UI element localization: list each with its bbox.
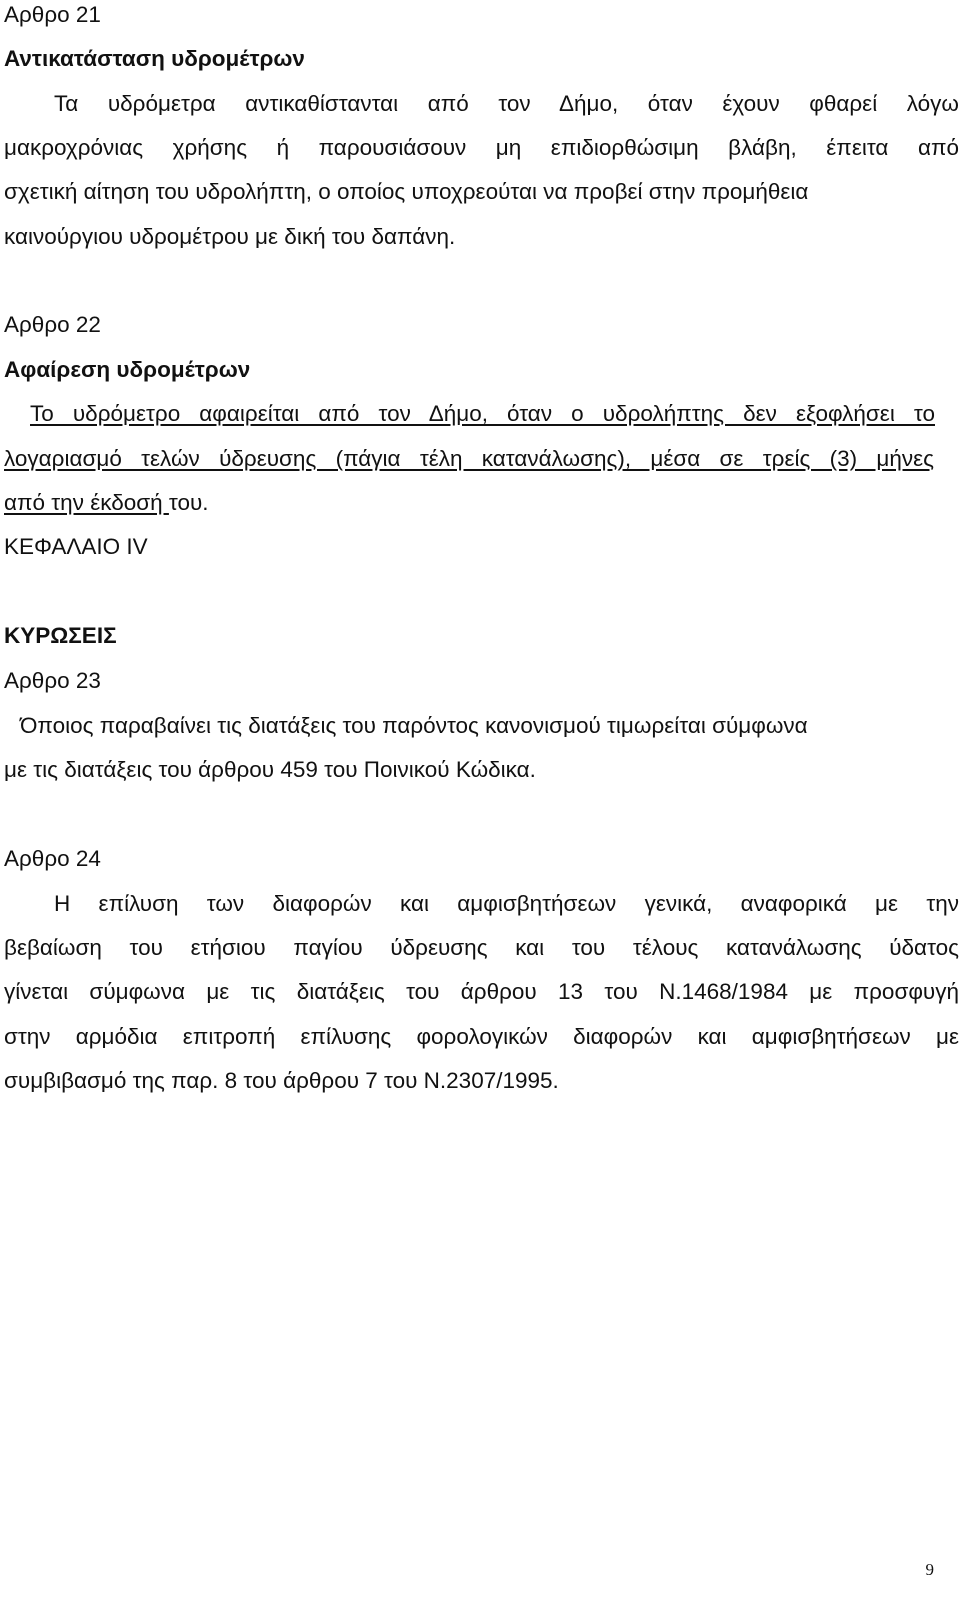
article-22-line-2: λογαριασμό τελών ύδρευσης (πάγια τέλη κατανάλωσης), μέσα σε τρείς (3) μήνες	[4, 446, 934, 471]
article-21-line-4: καινούργιου υδρομέτρου με δική του δαπάνη.	[4, 224, 456, 249]
chapter-title: ΚΥΡΩΣΕΙΣ	[4, 623, 117, 648]
article-21-line-2: μακροχρόνιας χρήσης ή παρουσιάσουν μη επιδιορθώσιμη βλάβη, έπειτα από	[4, 135, 959, 160]
article-22-line-1: Το υδρόμετρο αφαιρείται από τον Δήμο, όταν ο υδρολήπτης δεν εξοφλήσει το	[30, 401, 935, 426]
article-24-line-3: γίνεται σύμφωνα με τις διατάξεις του άρθρου 13 του Ν.1468/1984 με προσφυγή	[4, 979, 959, 1004]
article-24-heading: Αρθρο 24	[4, 846, 101, 871]
article-24-line-5: συμβιβασμό της παρ. 8 του άρθρου 7 του Ν.2307/1995.	[4, 1068, 559, 1093]
article-23-line-2: με τις διατάξεις του άρθρου 459 του Ποινικού Κώδικα.	[4, 757, 536, 782]
article-21-heading: Αρθρο 21	[4, 2, 101, 27]
article-22-line-3	[4, 488, 209, 518]
article-22-line-3-underlined: από την έκδοσή	[4, 490, 169, 515]
article-24-line-2: βεβαίωση του ετήσιου παγίου ύδρευσης και του τέλους κατανάλωσης ύδατος	[4, 935, 959, 960]
article-24-line-1: Η επίλυση των διαφορών και αμφισβητήσεων γενικά, αναφορικά με την	[54, 891, 959, 916]
article-22-title: Αφαίρεση υδρομέτρων	[4, 357, 251, 382]
article-21-title: Αντικατάσταση υδρομέτρων	[4, 46, 305, 71]
article-23-heading: Αρθρο 23	[4, 668, 101, 693]
article-21-line-1: Τα υδρόμετρα αντικαθίστανται από τον Δήμο, όταν έχουν φθαρεί λόγω	[54, 91, 959, 116]
article-22-line-3-rest: του.	[168, 490, 209, 515]
article-22-heading: Αρθρο 22	[4, 312, 101, 337]
chapter-label: ΚΕΦΑΛΑΙΟ IV	[4, 534, 148, 559]
article-23-line-1: Όποιος παραβαίνει τις διατάξεις του παρόντος κανονισμού τιμωρείται σύμφωνα	[20, 713, 808, 738]
article-21-line-3: σχετική αίτηση του υδρολήπτη, ο οποίος υποχρεούται να προβεί στην προμήθεια	[4, 179, 809, 204]
article-24-line-4: στην αρμόδια επιτροπή επίλυσης φορολογικών διαφορών και αμφισβητήσεων με	[4, 1024, 959, 1049]
page-number: 9	[925, 1560, 934, 1579]
